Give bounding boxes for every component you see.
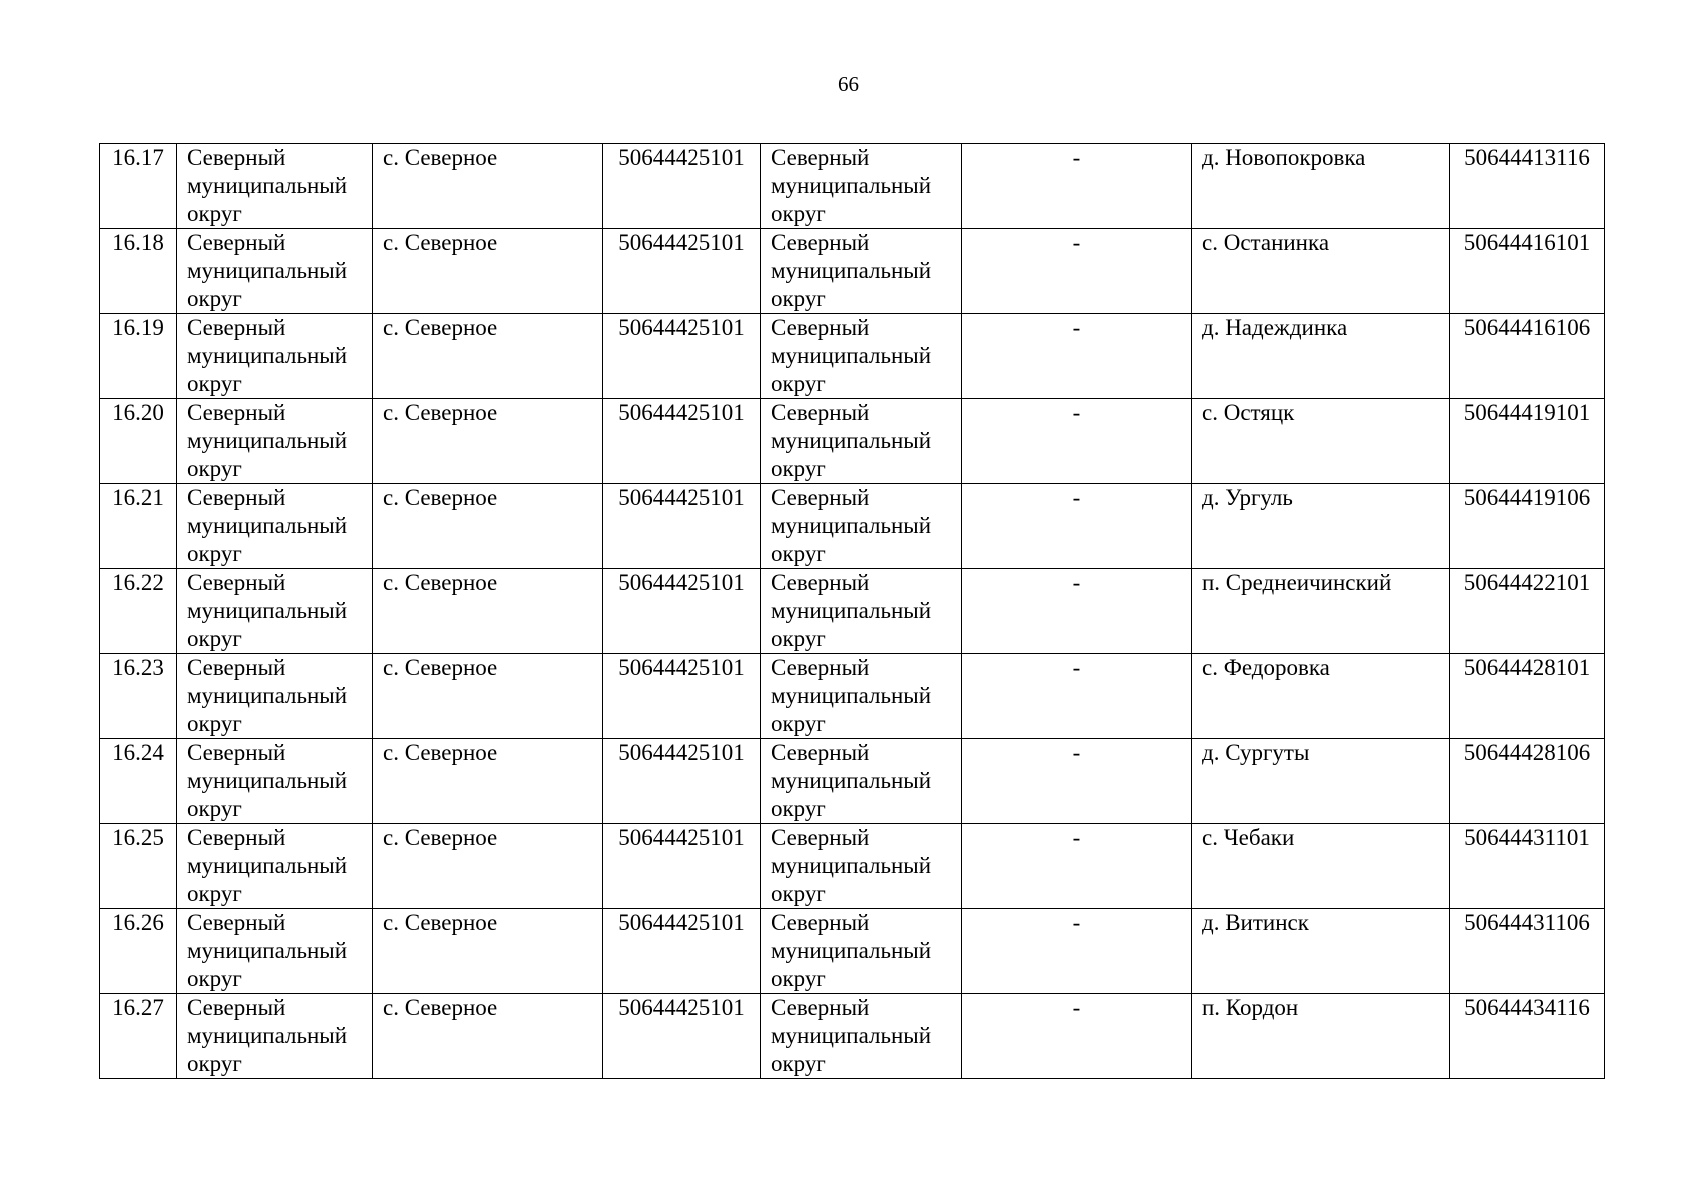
district-cell-2-line: Северный: [771, 570, 870, 595]
admin-center-cell: с. Северное: [373, 909, 603, 994]
district-cell-line: округ: [187, 881, 242, 906]
table-row: [100, 229, 1605, 314]
admin-center-cell: с. Северное: [373, 994, 603, 1079]
district-cell-line: муниципальный: [187, 428, 348, 453]
row-number-cell: 16.25: [100, 824, 177, 909]
district-cell-line: муниципальный: [187, 853, 348, 878]
district-cell-2-line: округ: [771, 371, 826, 396]
district-cell-line: округ: [187, 626, 242, 651]
district-cell-2-line: округ: [771, 456, 826, 481]
district-cell-line: Северный: [187, 740, 286, 765]
district-cell-line: округ: [187, 456, 242, 481]
dash-cell: -: [962, 569, 1192, 654]
dash-cell: -: [962, 399, 1192, 484]
district-cell-line: округ: [187, 201, 242, 226]
district-cell-2-line: муниципальный: [771, 428, 932, 453]
district-cell-2: [761, 229, 962, 314]
oktmo-settlement-cell: 50644413116: [1450, 144, 1605, 229]
district-cell: [177, 654, 373, 739]
district-cell-line: округ: [187, 1051, 242, 1076]
district-cell-2-line: Северный: [771, 485, 870, 510]
oktmo-center-cell: 50644425101: [603, 654, 761, 739]
district-cell-2-line: муниципальный: [771, 598, 932, 623]
district-cell-line: Северный: [187, 910, 286, 935]
dash-cell: -: [962, 739, 1192, 824]
district-cell: [177, 569, 373, 654]
oktmo-settlement-cell: 50644431101: [1450, 824, 1605, 909]
district-cell-2-line: округ: [771, 881, 826, 906]
oktmo-settlement-cell: 50644434116: [1450, 994, 1605, 1079]
district-cell: [177, 994, 373, 1079]
settlement-cell: д. Новопокровка: [1192, 144, 1450, 229]
district-cell-2: [761, 739, 962, 824]
settlement-cell: д. Сургуты: [1192, 739, 1450, 824]
settlement-cell: д. Ургуль: [1192, 484, 1450, 569]
district-cell-line: Северный: [187, 655, 286, 680]
district-cell-line: муниципальный: [187, 343, 348, 368]
district-cell-line: округ: [187, 966, 242, 991]
district-cell: [177, 739, 373, 824]
district-cell-2: [761, 484, 962, 569]
district-cell: [177, 484, 373, 569]
table-row: [100, 654, 1605, 739]
district-cell-2-line: Северный: [771, 400, 870, 425]
dash-cell: -: [962, 229, 1192, 314]
row-number-cell: 16.18: [100, 229, 177, 314]
admin-center-cell: с. Северное: [373, 484, 603, 569]
district-cell-2-line: Северный: [771, 655, 870, 680]
district-cell-2-line: округ: [771, 626, 826, 651]
settlement-cell: п. Кордон: [1192, 994, 1450, 1079]
district-cell-line: округ: [187, 711, 242, 736]
district-cell-line: округ: [187, 541, 242, 566]
dash-cell: -: [962, 654, 1192, 739]
row-number-cell: 16.22: [100, 569, 177, 654]
district-cell-2-line: округ: [771, 541, 826, 566]
oktmo-settlement-cell: 50644422101: [1450, 569, 1605, 654]
district-cell-line: Северный: [187, 145, 286, 170]
district-cell-2-line: муниципальный: [771, 258, 932, 283]
district-cell-line: муниципальный: [187, 173, 348, 198]
admin-center-cell: с. Северное: [373, 229, 603, 314]
district-cell-line: муниципальный: [187, 513, 348, 538]
district-cell-line: муниципальный: [187, 938, 348, 963]
oktmo-center-cell: 50644425101: [603, 569, 761, 654]
settlements-table: [99, 143, 1605, 1079]
settlement-cell: д. Надеждинка: [1192, 314, 1450, 399]
district-cell-line: Северный: [187, 315, 286, 340]
district-cell-line: Северный: [187, 825, 286, 850]
dash-cell: -: [962, 314, 1192, 399]
district-cell-2-line: округ: [771, 201, 826, 226]
admin-center-cell: с. Северное: [373, 739, 603, 824]
admin-center-cell: с. Северное: [373, 569, 603, 654]
dash-cell: -: [962, 144, 1192, 229]
settlement-cell: с. Чебаки: [1192, 824, 1450, 909]
settlement-cell: с. Федоровка: [1192, 654, 1450, 739]
district-cell-line: муниципальный: [187, 1023, 348, 1048]
district-cell-line: Северный: [187, 995, 286, 1020]
district-cell-2-line: Северный: [771, 740, 870, 765]
district-cell-2: [761, 144, 962, 229]
district-cell-2-line: муниципальный: [771, 173, 932, 198]
row-number-cell: 16.23: [100, 654, 177, 739]
district-cell-2-line: Северный: [771, 315, 870, 340]
oktmo-settlement-cell: 50644428106: [1450, 739, 1605, 824]
dash-cell: -: [962, 484, 1192, 569]
district-cell-2-line: Северный: [771, 995, 870, 1020]
district-cell-line: муниципальный: [187, 768, 348, 793]
district-cell: [177, 909, 373, 994]
settlement-cell: п. Среднеичинский: [1192, 569, 1450, 654]
settlement-cell: с. Останинка: [1192, 229, 1450, 314]
page-number: 66: [838, 72, 859, 96]
district-cell-2-line: муниципальный: [771, 1023, 932, 1048]
oktmo-settlement-cell: 50644419106: [1450, 484, 1605, 569]
district-cell: [177, 229, 373, 314]
district-cell-2-line: муниципальный: [771, 768, 932, 793]
district-cell-2-line: Северный: [771, 145, 870, 170]
district-cell-2-line: Северный: [771, 230, 870, 255]
row-number-cell: 16.26: [100, 909, 177, 994]
district-cell-2: [761, 654, 962, 739]
row-number-cell: 16.27: [100, 994, 177, 1079]
district-cell-2-line: муниципальный: [771, 343, 932, 368]
table-row: [100, 484, 1605, 569]
oktmo-center-cell: 50644425101: [603, 484, 761, 569]
district-cell-line: муниципальный: [187, 683, 348, 708]
oktmo-settlement-cell: 50644416106: [1450, 314, 1605, 399]
settlement-cell: д. Витинск: [1192, 909, 1450, 994]
table-row: [100, 824, 1605, 909]
district-cell-2-line: муниципальный: [771, 683, 932, 708]
dash-cell: -: [962, 994, 1192, 1079]
oktmo-center-cell: 50644425101: [603, 909, 761, 994]
row-number-cell: 16.24: [100, 739, 177, 824]
district-cell-line: округ: [187, 796, 242, 821]
oktmo-settlement-cell: 50644431106: [1450, 909, 1605, 994]
table-row: [100, 569, 1605, 654]
table-row: [100, 994, 1605, 1079]
district-cell-2-line: округ: [771, 286, 826, 311]
district-cell-line: Северный: [187, 570, 286, 595]
district-cell-2: [761, 399, 962, 484]
district-cell-2-line: Северный: [771, 825, 870, 850]
district-cell-2-line: округ: [771, 711, 826, 736]
district-cell-2: [761, 909, 962, 994]
district-cell: [177, 144, 373, 229]
dash-cell: -: [962, 824, 1192, 909]
oktmo-settlement-cell: 50644416101: [1450, 229, 1605, 314]
district-cell: [177, 314, 373, 399]
district-cell-2-line: округ: [771, 1051, 826, 1076]
district-cell: [177, 824, 373, 909]
oktmo-center-cell: 50644425101: [603, 824, 761, 909]
district-cell-line: муниципальный: [187, 598, 348, 623]
district-cell-line: Северный: [187, 230, 286, 255]
district-cell-line: Северный: [187, 400, 286, 425]
district-cell-2-line: муниципальный: [771, 513, 932, 538]
row-number-cell: 16.20: [100, 399, 177, 484]
district-cell-2: [761, 314, 962, 399]
district-cell-2-line: Северный: [771, 910, 870, 935]
district-cell-2-line: округ: [771, 966, 826, 991]
oktmo-center-cell: 50644425101: [603, 314, 761, 399]
district-cell-2: [761, 569, 962, 654]
oktmo-center-cell: 50644425101: [603, 229, 761, 314]
oktmo-center-cell: 50644425101: [603, 994, 761, 1079]
oktmo-center-cell: 50644425101: [603, 399, 761, 484]
row-number-cell: 16.17: [100, 144, 177, 229]
district-cell: [177, 399, 373, 484]
district-cell-2-line: муниципальный: [771, 853, 932, 878]
admin-center-cell: с. Северное: [373, 399, 603, 484]
district-cell-line: Северный: [187, 485, 286, 510]
dash-cell: -: [962, 909, 1192, 994]
district-cell-line: муниципальный: [187, 258, 348, 283]
district-cell-2-line: округ: [771, 796, 826, 821]
oktmo-center-cell: 50644425101: [603, 739, 761, 824]
table-row: [100, 399, 1605, 484]
oktmo-settlement-cell: 50644428101: [1450, 654, 1605, 739]
admin-center-cell: с. Северное: [373, 144, 603, 229]
oktmo-center-cell: 50644425101: [603, 144, 761, 229]
row-number-cell: 16.19: [100, 314, 177, 399]
table-row: [100, 144, 1605, 229]
row-number-cell: 16.21: [100, 484, 177, 569]
table-row: [100, 314, 1605, 399]
table-row: [100, 739, 1605, 824]
admin-center-cell: с. Северное: [373, 654, 603, 739]
district-cell-2: [761, 824, 962, 909]
table-body: [100, 144, 1605, 1079]
settlement-cell: с. Остяцк: [1192, 399, 1450, 484]
district-cell-2-line: муниципальный: [771, 938, 932, 963]
admin-center-cell: с. Северное: [373, 314, 603, 399]
district-cell-2: [761, 994, 962, 1079]
admin-center-cell: с. Северное: [373, 824, 603, 909]
district-cell-line: округ: [187, 371, 242, 396]
table-row: [100, 909, 1605, 994]
oktmo-settlement-cell: 50644419101: [1450, 399, 1605, 484]
district-cell-line: округ: [187, 286, 242, 311]
